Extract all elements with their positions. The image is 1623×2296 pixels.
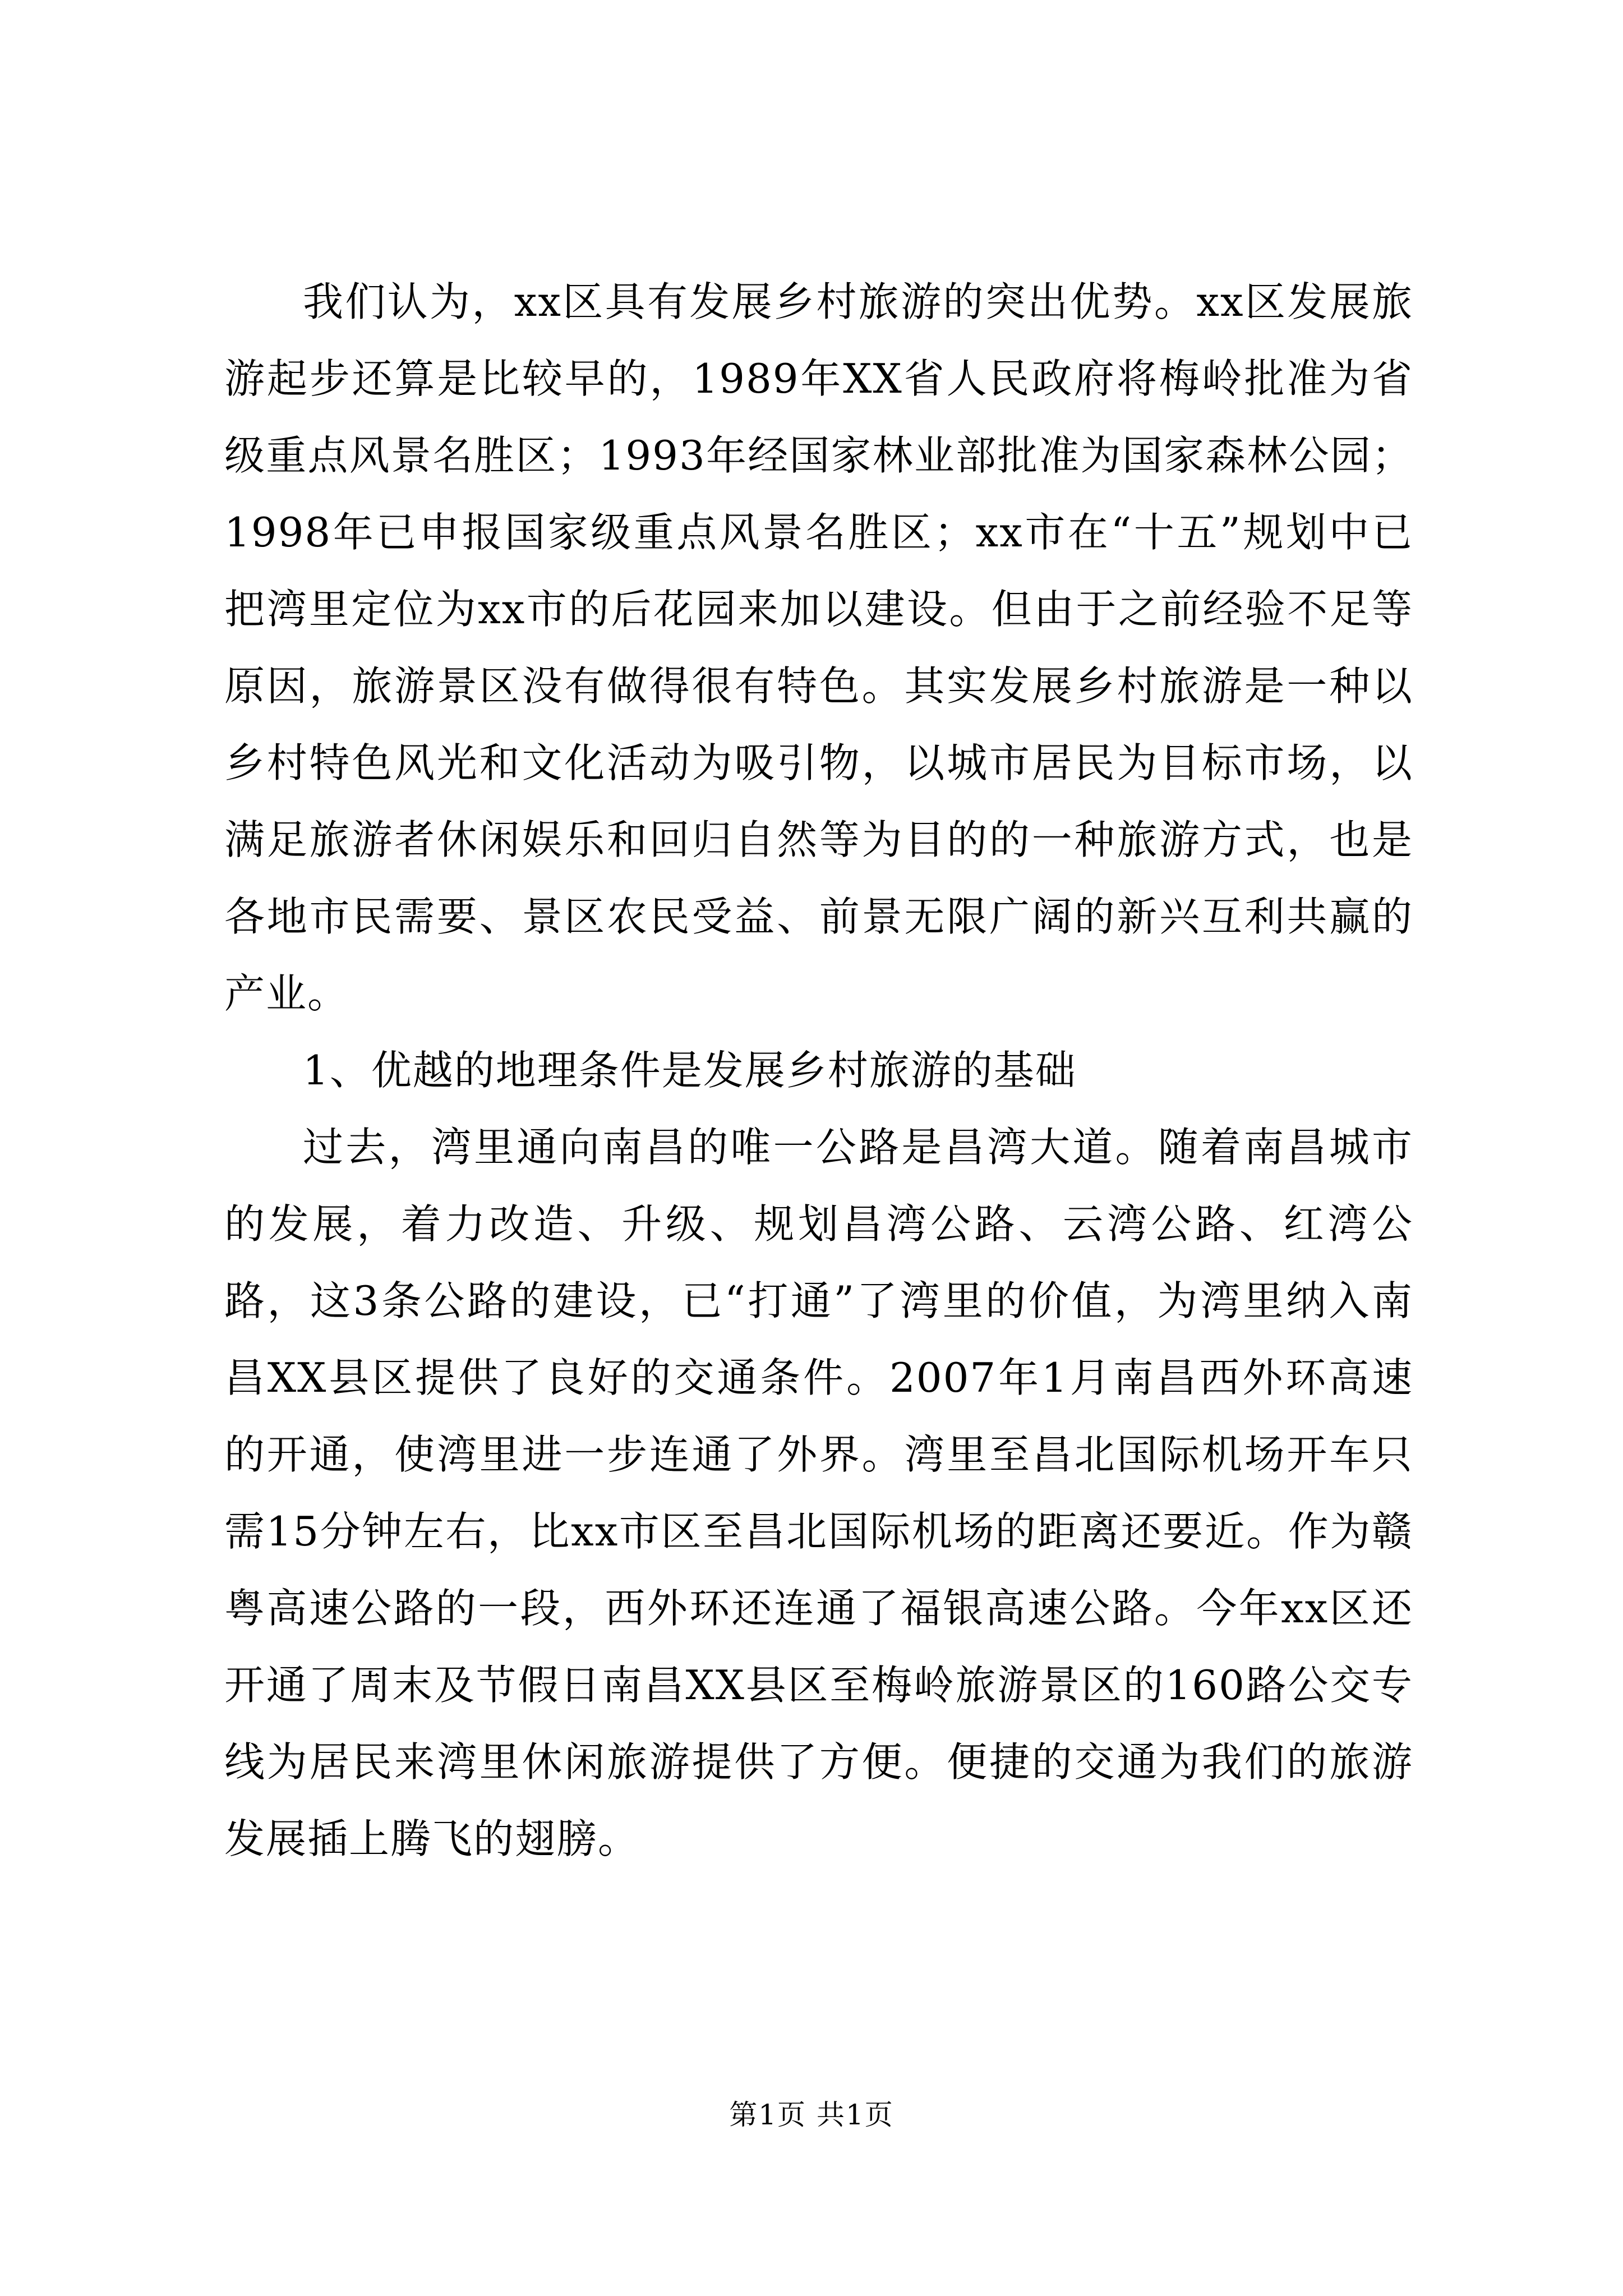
section-heading: 1、优越的地理条件是发展乡村旅游的基础 xyxy=(303,1047,1077,1094)
paragraph-transport: 过去，湾里通向南昌的唯一公路是昌湾大道。随着南昌城市的发展，着力改造、升级、规划昌湾公路、云湾公路、红湾公路，这3条公路的建设，已“打通”了湾里的价值，为湾里纳入南昌XX县区提供了良好的交通条件。2007年1月南昌西外环高速的开通，使湾里进一步连通了外界。湾里至昌北国际机场开车只需15分钟左右，比xx市区至昌北国际机场的距离还要近。作为赣粤高速公路的一段，西外环还连通了福银高速公路。今年xx区还开通了周末及节假日南昌XX县区至梅岭旅游景区的160路公交专线为居民来湾里休闲旅游提供了方便。便捷的交通为我们的旅游发展插上腾飞的翅膀。 xyxy=(224,1124,1413,1862)
page-footer: 第1页 共1页 xyxy=(729,2099,894,2131)
paragraph-intro: 我们认为，xx区具有发展乡村旅游的突出优势。xx区发展旅游起步还算是比较早的，1989年XX省人民政府将梅岭批准为省级重点风景名胜区；1993年经国家林业部批准为国家森林公园；1998年已申报国家级重点风景名胜区；xx市在“十五”规划中已把湾里定位为xx市的后花园来加以建设。但由于之前经验不足等原因，旅游景区没有做得很有特色。其实发展乡村旅游是一种以乡村特色风光和文化活动为吸引物，以城市居民为目标市场，以满足旅游者休闲娱乐和回归自然等为目的的一种旅游方式，也是各地市民需要、景区农民受益、前景无限广阔的新兴互利共赢的产业。 xyxy=(224,278,1413,1017)
document-body xyxy=(224,264,1413,1878)
